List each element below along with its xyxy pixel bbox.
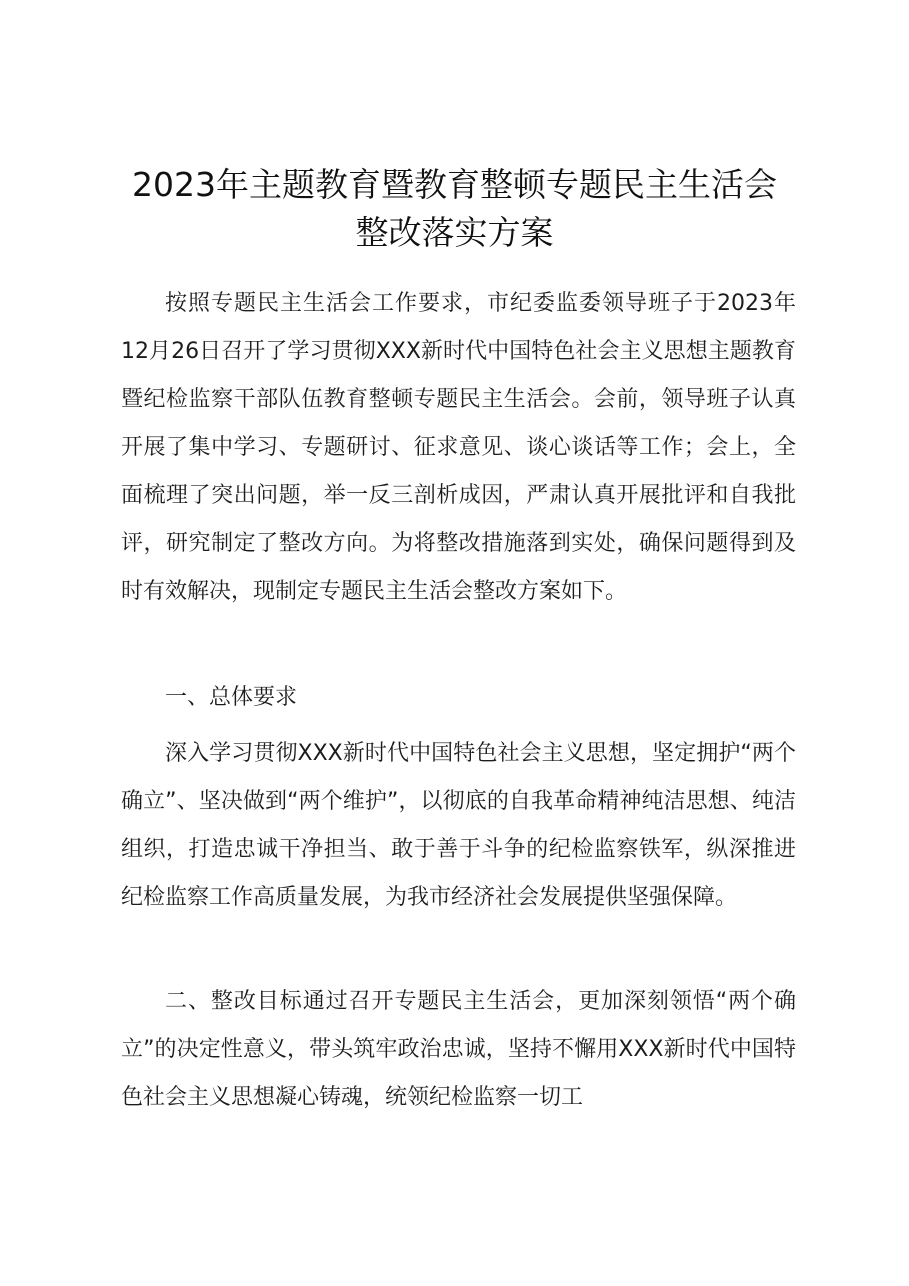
document-title-line-2: 整改落实方案 bbox=[355, 213, 554, 252]
section-heading-general-requirements: 一、总体要求 bbox=[165, 685, 298, 710]
rectification-goals-paragraph: 二、整改目标通过召开专题民主生活会，更加深刻领悟“两个确立”的决定性意义，带头筑牢政治忠诚，坚持不懈用XXX新时代中国特色社会主义思想凝心铸魂，统领纪检监察一切工 bbox=[121, 989, 796, 1110]
intro-paragraph: 按照专题民主生活会工作要求，市纪委监委领导班子于2023年12月26日召开了学习贯彻XXX新时代中国特色社会主义思想主题教育暨纪检监察干部队伍教育整顿专题民主生活会。会前，领导班子认真开展了集中学习、专题研讨、征求意见、谈心谈话等工作；会上，全面梳理了突出问题，举一反三剖析成因，严肃认真开展批评和自我批评，研究制定了整改方向。为将整改措施落到实处，确保问题得到及时有效解决，现制定专题民主生活会整改方案如下。 bbox=[121, 291, 796, 604]
document-title-line-1: 2023年主题教育暨教育整顿专题民主生活会 bbox=[132, 165, 777, 204]
general-requirements-paragraph: 深入学习贯彻XXX新时代中国特色社会主义思想，坚定拥护“两个确立”、坚决做到“两个维护”，以彻底的自我革命精神纯洁思想、纯洁组织，打造忠诚干净担当、敢于善于斗争的纪检监察铁军，纵深推进纪检监察工作高质量发展，为我市经济社会发展提供坚强保障。 bbox=[121, 741, 796, 910]
